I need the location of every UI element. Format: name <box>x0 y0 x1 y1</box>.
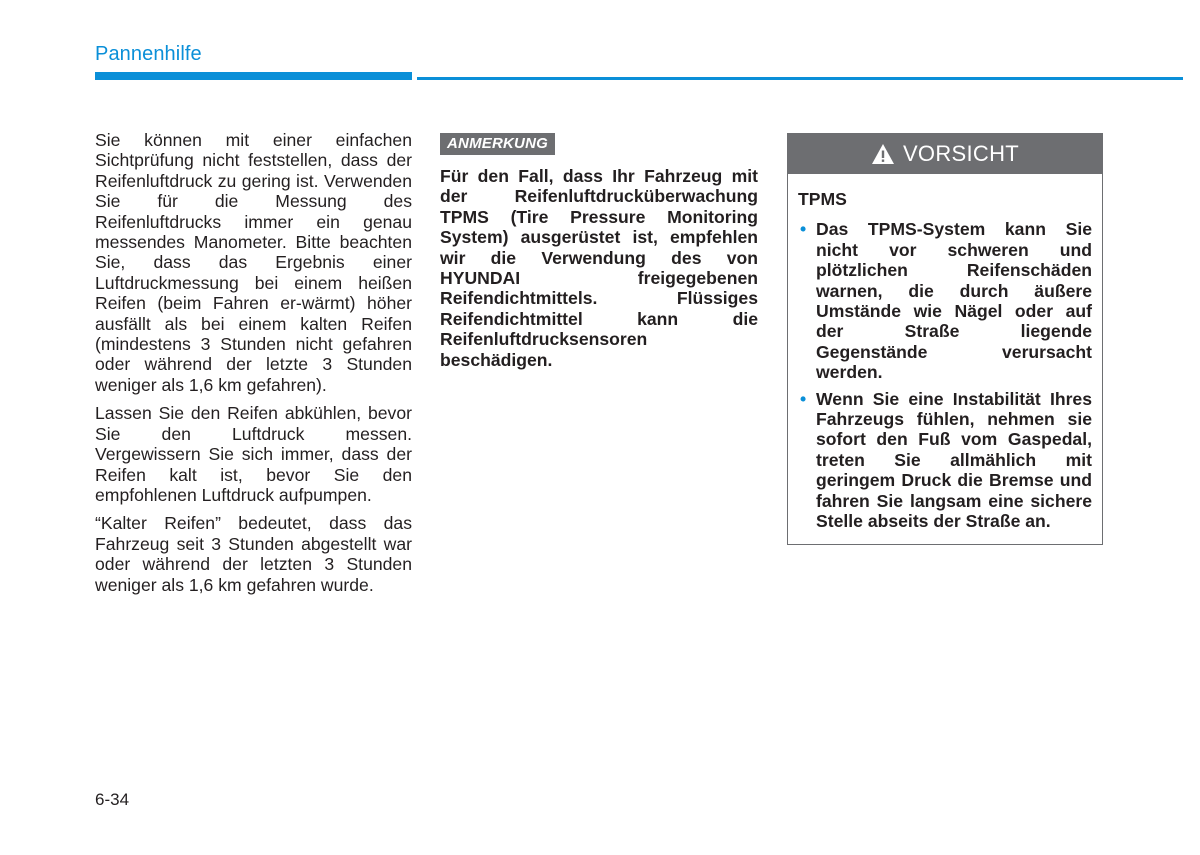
paragraph: “Kalter Reifen” bedeutet, dass das Fahrzeug seit 3 Stunden abgestellt war oder während der letzten 3 Stunden weniger als 1,6 km gefahren wurde. <box>95 513 412 595</box>
note-text: Für den Fall, dass Ihr Fahrzeug mit der Reifenluftdrucküberwachung TPMS (Tire Pressure Monitoring System) ausgerüstet ist, empfehlen wir die Verwendung des von HYUNDAI freigegebenen Reifendichtmittels. Flüssiges Reifendichtmittel kann die Reifenluftdrucksensoren beschädigen. <box>440 166 758 370</box>
caution-box <box>787 133 1103 545</box>
section-title: Pannenhilfe <box>95 43 202 65</box>
caution-header <box>788 134 1102 174</box>
caution-header-label: VORSICHT <box>902 141 1020 166</box>
bullet-icon: • <box>800 219 807 240</box>
page-number: 6-34 <box>95 790 130 809</box>
caution-list <box>798 219 1092 531</box>
note-column <box>440 133 758 370</box>
paragraph: Lassen Sie den Reifen abkühlen, bevor Sie den Luftdruck messen. Vergewissern Sie sich immer, dass der Reifen kalt ist, bevor Sie den empfohlenen Luftdruck aufpumpen. <box>95 403 412 505</box>
bullet-icon: • <box>800 388 807 409</box>
caution-list-item <box>798 389 1092 532</box>
note-label: ANMERKUNG <box>440 133 555 155</box>
caution-subtitle: TPMS <box>798 189 847 209</box>
header-rule-thick <box>95 72 412 80</box>
caution-body <box>788 174 1102 532</box>
body-column-1 <box>95 130 412 603</box>
caution-item-text: Wenn Sie eine Instabilität Ihres Fahrzeugs fühlen, nehmen sie sofort den Fuß vom Gaspedal, treten Sie allmählich mit geringem Druck die Bremse und fahren Sie langsam eine sichere Stelle abseits der Straße an. <box>816 388 1092 532</box>
paragraph: Sie können mit einer einfachen Sichtprüfung nicht feststellen, dass der Reifenluftdruck zu gering ist. Verwenden Sie für die Messung des Reifenluftdrucks immer ein genau messendes Manometer. Bitte beachten Sie, dass das Ergebnis einer Luftdruckmessung bei einem heißen Reifen (beim Fahren er-wärmt) höher ausfällt als bei einem kalten Reifen (mindestens 3 Stunden nicht gefahren oder während der letzte 3 Stunden weniger als 1,6 km gefahren). <box>95 130 412 395</box>
warning-triangle-icon <box>871 143 895 165</box>
header-rule-thin <box>417 77 1183 80</box>
caution-item-text: Das TPMS-System kann Sie nicht vor schweren und plötzlichen Reifenschäden warnen, die durch äußere Umstände wie Nägel oder auf der Straße liegende Gegenstände verursacht werden. <box>816 219 1092 383</box>
caution-list-item <box>798 219 1092 382</box>
